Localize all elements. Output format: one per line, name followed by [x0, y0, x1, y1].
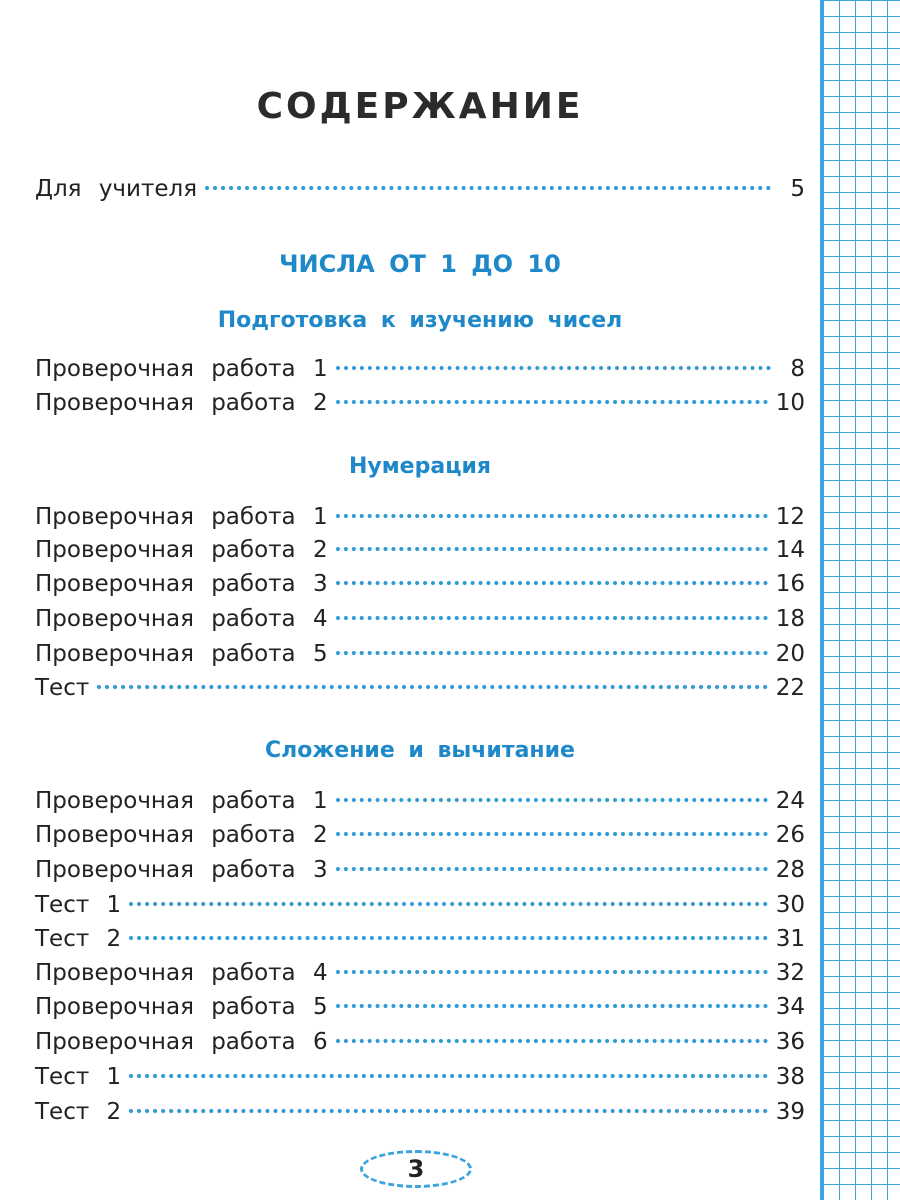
toc-entry-label: Проверочная работа 4 [35, 960, 328, 986]
toc-entry-page: 38 [775, 1064, 805, 1090]
toc-entry-teacher[interactable] [35, 176, 805, 210]
dot-leader [336, 514, 768, 518]
toc-entry-label: Проверочная работа 2 [35, 822, 328, 848]
dot-leader [129, 1109, 768, 1113]
section-heading: Нумерация [348, 454, 492, 479]
toc-entry-label: Проверочная работа 1 [35, 504, 328, 530]
dot-leader [336, 651, 768, 655]
dot-leader [336, 366, 771, 370]
toc-entry-label: Проверочная работа 4 [35, 606, 328, 632]
toc-entry[interactable] [35, 675, 805, 709]
toc-entry[interactable] [35, 857, 805, 891]
toc-entry[interactable] [35, 1099, 805, 1133]
toc-entry-label: Проверочная работа 1 [35, 788, 328, 814]
toc-entry-page: 30 [775, 892, 805, 918]
chapter-heading: ЧИСЛА ОТ 1 ДО 10 [279, 250, 561, 278]
toc-entry[interactable] [35, 606, 805, 640]
section-heading: Подготовка к изучению чисел [217, 308, 623, 333]
toc-entry[interactable] [35, 1029, 805, 1063]
toc-entry-label: Тест 1 [35, 892, 122, 918]
toc-entry-page: 20 [775, 641, 805, 667]
graph-paper-margin [820, 0, 900, 1200]
toc-entry-label: Проверочная работа 2 [35, 390, 328, 416]
toc-entry-label: Проверочная работа 3 [35, 857, 328, 883]
toc-entry-page: 31 [775, 926, 805, 952]
dot-leader [97, 685, 767, 689]
page-number: 3 [407, 1155, 425, 1183]
toc-entry[interactable] [35, 892, 805, 926]
dot-leader [129, 936, 768, 940]
toc-entry-page: 12 [775, 504, 805, 530]
toc-entry-page: 14 [775, 537, 805, 563]
toc-entry-page: 8 [790, 356, 805, 382]
toc-entry[interactable] [35, 1064, 805, 1098]
toc-entry[interactable] [35, 822, 805, 856]
toc-entry-label: Проверочная работа 3 [35, 571, 328, 597]
toc-entry-page: 16 [775, 571, 805, 597]
dot-leader [336, 832, 768, 836]
page-title: СОДЕРЖАНИЕ [256, 86, 584, 127]
toc-entry-page: 24 [775, 788, 805, 814]
toc-entry-page: 10 [775, 390, 805, 416]
toc-entry-label: Проверочная работа 2 [35, 537, 328, 563]
toc-entry-page: 22 [775, 675, 805, 701]
dot-leader [129, 902, 768, 906]
dot-leader [129, 1074, 768, 1078]
toc-entry-label: Тест 2 [35, 926, 122, 952]
dot-leader [336, 1039, 768, 1043]
toc-entry[interactable] [35, 390, 805, 424]
toc-entry[interactable] [35, 960, 805, 994]
dot-leader [336, 616, 768, 620]
toc-entry[interactable] [35, 571, 805, 605]
toc-entry-label: Тест 2 [35, 1099, 122, 1125]
toc-entry-page: 32 [775, 960, 805, 986]
toc-entry[interactable] [35, 926, 805, 960]
toc-entry-page: 18 [775, 606, 805, 632]
toc-entry-page: 26 [775, 822, 805, 848]
dot-leader [336, 581, 768, 585]
toc-entry[interactable] [35, 356, 805, 390]
toc-entry-label: Проверочная работа 6 [35, 1029, 328, 1055]
toc-entry-page: 34 [775, 994, 805, 1020]
section-heading: Сложение и вычитание [265, 738, 575, 763]
toc-entry-page: 36 [775, 1029, 805, 1055]
toc-entry-label: Проверочная работа 5 [35, 994, 328, 1020]
dot-leader [205, 186, 771, 190]
toc-entry-label: Для учителя [35, 176, 198, 202]
dot-leader [336, 970, 768, 974]
toc-entry[interactable] [35, 504, 805, 538]
toc-entry-label: Тест 1 [35, 1064, 122, 1090]
toc-entry-page: 28 [775, 857, 805, 883]
dot-leader [336, 547, 768, 551]
dot-leader [336, 798, 768, 802]
toc-entry-label: Тест [35, 675, 90, 701]
toc-entry-label: Проверочная работа 5 [35, 641, 328, 667]
dot-leader [336, 1004, 768, 1008]
toc-entry-page: 39 [775, 1099, 805, 1125]
dot-leader [336, 400, 768, 404]
toc-entry[interactable] [35, 641, 805, 675]
page-number-badge [360, 1150, 472, 1188]
toc-entry[interactable] [35, 788, 805, 822]
toc-entry[interactable] [35, 537, 805, 571]
toc-entry-page: 5 [790, 176, 805, 202]
toc-entry-label: Проверочная работа 1 [35, 356, 328, 382]
toc-entry[interactable] [35, 994, 805, 1028]
dot-leader [336, 867, 768, 871]
